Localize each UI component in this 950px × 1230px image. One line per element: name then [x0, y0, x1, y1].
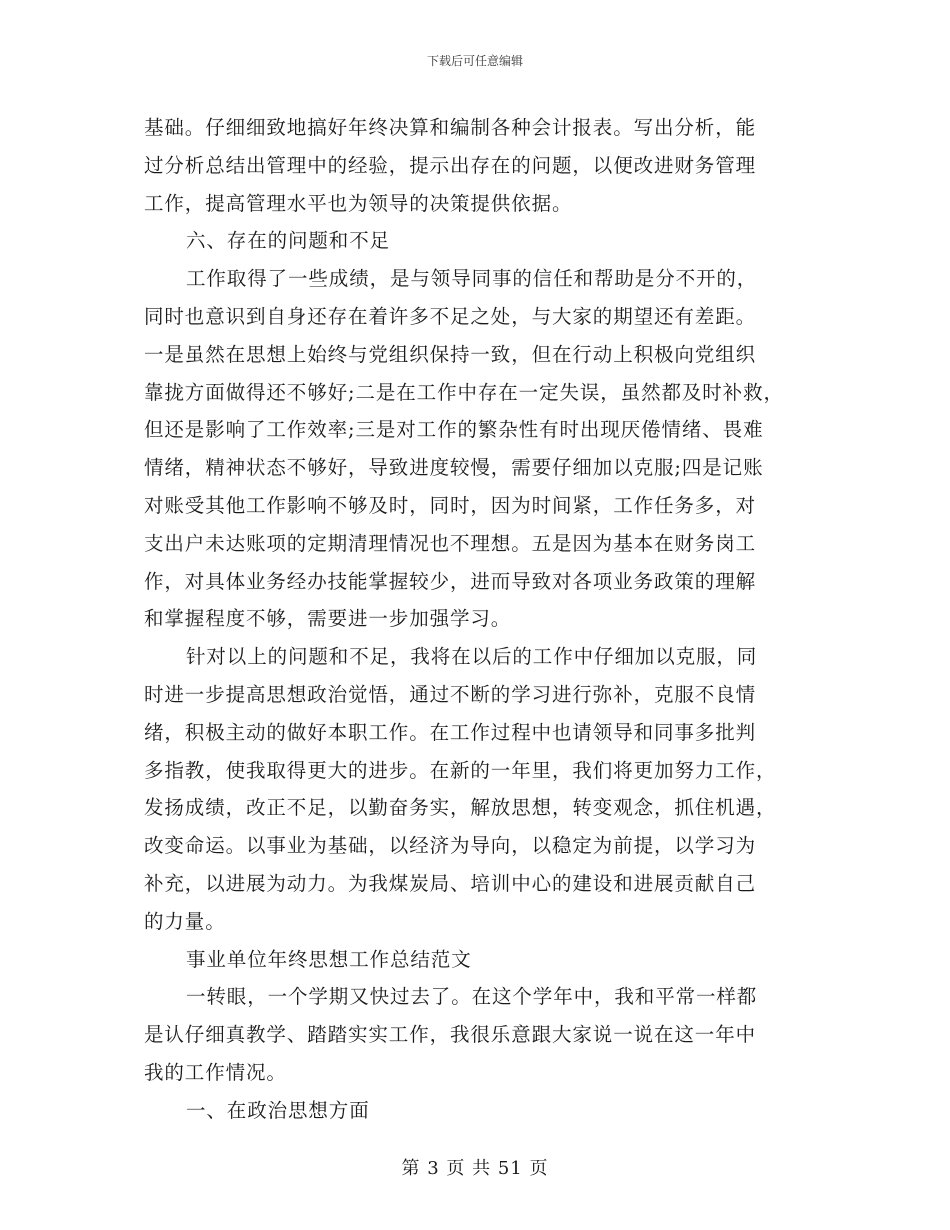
page-number-footer: 第 3 页 共 51 页: [401, 1158, 549, 1179]
body-text-line: 我的工作情况。: [144, 1060, 287, 1084]
body-text-line: 工作取得了一些成绩，是与领导同事的信任和帮助是分不开的，: [186, 267, 758, 291]
body-text-line: 补充，以进展为动力。为我煤炭局、培训中心的建设和进展贡献自己: [144, 871, 757, 895]
body-text-line: 但还是影响了工作效率;三是对工作的繁杂性有时出现厌倦情绪、畏难: [144, 418, 764, 442]
body-text-line: 一转眼，一个学期又快过去了。在这个学年中，我和平常一样都: [186, 985, 758, 1009]
body-text-line: 的力量。: [144, 909, 226, 933]
body-text-line: 针对以上的问题和不足，我将在以后的工作中仔细加以克服，同: [186, 645, 758, 669]
body-text-line: 六、存在的问题和不足: [186, 229, 391, 253]
body-text-line: 是认仔细真教学、踏踏实实工作，我很乐意跟大家说一说在这一年中: [144, 1023, 757, 1047]
page-header-note: 下载后可任意编辑: [426, 54, 523, 68]
body-text-line: 绪，积极主动的做好本职工作。在工作过程中也请领导和同事多批判: [144, 720, 757, 744]
body-text-line: 作，对具体业务经办技能掌握较少，进而导致对各项业务政策的理解: [144, 569, 757, 593]
body-text-line: 多指教，使我取得更大的进步。在新的一年里，我们将更加努力工作，: [144, 758, 777, 782]
body-text-line: 情绪，精神状态不够好，导致进度较慢，需要仔细加以克服;四是记账: [144, 456, 764, 480]
document-body: [144, 109, 814, 1130]
body-text-line: 时进一步提高思想政治觉悟，通过不断的学习进行弥补，克服不良情: [144, 682, 757, 706]
body-text-line: 事业单位年终思想工作总结范文: [186, 947, 472, 971]
body-text-line: 改变命运。以事业为基础，以经济为导向，以稳定为前提，以学习为: [144, 834, 757, 858]
body-text-line: 同时也意识到自身还存在着许多不足之处，与大家的期望还有差距。: [144, 304, 757, 328]
body-text-line: 发扬成绩，改正不足，以勤奋务实，解放思想，转变观念，抓住机遇，: [144, 796, 777, 820]
body-text-line: 基础。仔细细致地搞好年终决算和编制各种会计报表。写出分析，能: [144, 116, 757, 139]
body-text-line: 一是虽然在思想上始终与党组织保持一致，但在行动上积极向党组织: [144, 342, 757, 366]
body-text-line: 一、在政治思想方面: [186, 1098, 370, 1122]
body-text-line: 和掌握程度不够，需要进一步加强学习。: [144, 607, 512, 631]
body-text-line: 过分析总结出管理中的经验，提示出存在的问题，以便改进财务管理: [144, 153, 757, 177]
body-text-line: 支出户未达账项的定期清理情况也不理想。五是因为基本在财务岗工: [144, 531, 757, 555]
body-text-line: 靠拢方面做得还不够好;二是在工作中存在一定失误，虽然都及时补救，: [144, 380, 784, 404]
body-text-line: 工作，提高管理水平也为领导的决策提供依据。: [144, 191, 573, 215]
body-text-line: 对账受其他工作影响不够及时，同时，因为时间紧，工作任务多，对: [144, 493, 757, 517]
